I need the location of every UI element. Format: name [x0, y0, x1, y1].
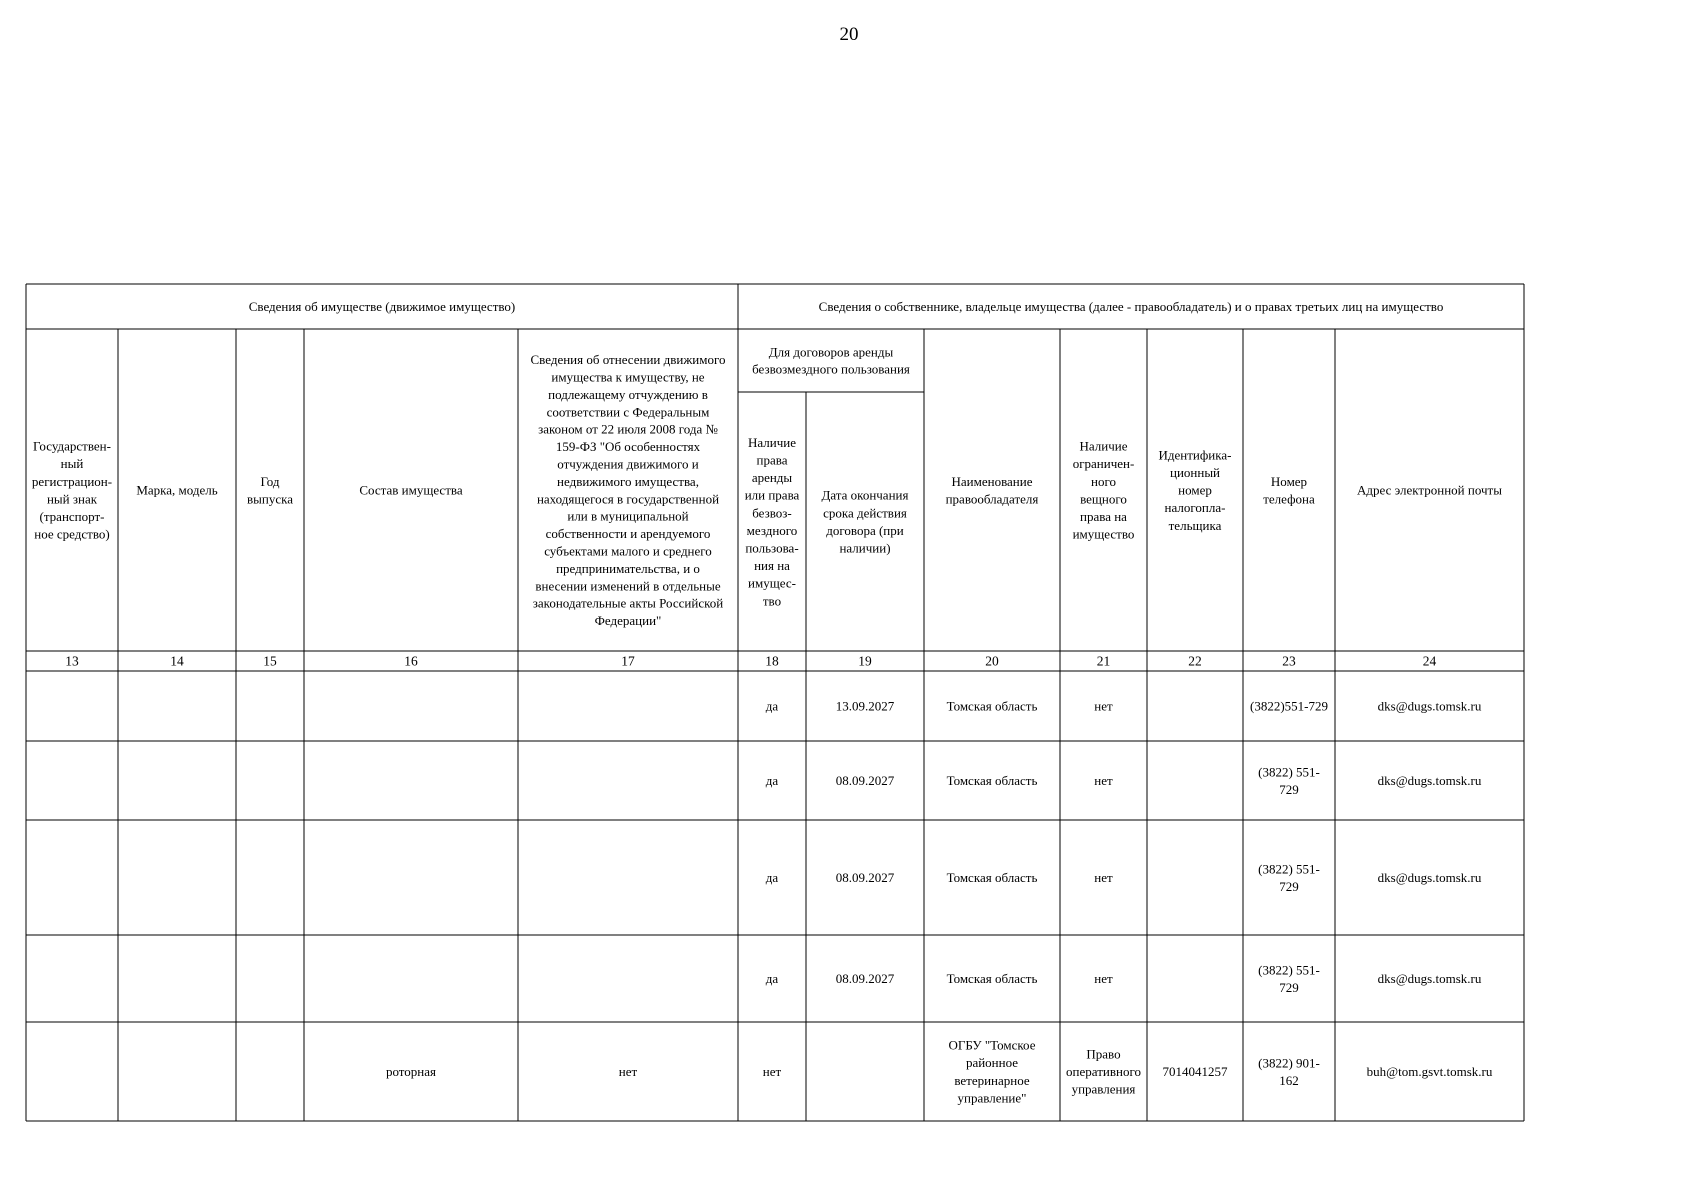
- column-header-17-line: подлежащему отчуждению в: [548, 386, 708, 402]
- column-header-22-line: налогопла-: [1164, 500, 1226, 516]
- table-cell: [1378, 699, 1482, 714]
- column-header-17-line: законом от 22 июля 2008 года №: [538, 421, 718, 437]
- column-header-19: [822, 488, 909, 556]
- table-cell: [947, 870, 1038, 885]
- group-header-lease-agreements: [752, 345, 910, 377]
- column-header-13-line: (транспорт-: [39, 509, 105, 524]
- table-cell: [1378, 971, 1482, 986]
- column-header-15-line: Год: [260, 473, 280, 489]
- column-header-17-line: или в муниципальной: [567, 508, 689, 524]
- table-cell-line: да: [765, 971, 779, 986]
- table-cell: [1367, 1064, 1493, 1079]
- table-cell-line: Томская область: [946, 870, 1038, 885]
- table-cell: [949, 1038, 1036, 1106]
- column-header-17-line: субъектами малого и среднего: [544, 543, 712, 559]
- table-cell-line: оперативного: [1066, 1064, 1141, 1079]
- table-cell: [836, 773, 895, 788]
- table-cell: [947, 971, 1038, 986]
- group-header-owner-info: [819, 299, 1444, 314]
- column-header-21-line: Наличие: [1079, 438, 1128, 454]
- table-cell: [947, 773, 1038, 788]
- column-header-18-line: тво: [762, 593, 782, 609]
- column-header-15-line: выпуска: [247, 491, 293, 507]
- table-cell-line: нет: [1094, 971, 1113, 986]
- table-cell-line: да: [765, 773, 779, 788]
- column-header-13-line: ное средство): [34, 526, 110, 542]
- table-cell-line: нет: [1094, 773, 1113, 788]
- table-cell-line: 08.09.2027: [835, 773, 895, 788]
- column-header-21-line: ограничен-: [1072, 456, 1135, 472]
- group-header-lease-agreements-line: безвозмездного пользования: [752, 361, 910, 377]
- column-header-22-line: номер: [1178, 482, 1212, 498]
- table-cell: [766, 870, 779, 885]
- column-header-18-line: мездного: [746, 522, 798, 538]
- column-number-21-line: 21: [1096, 653, 1111, 669]
- column-header-17-line: законодательные акты Российской: [532, 595, 724, 611]
- column-header-19-line: договора (при: [826, 522, 904, 538]
- column-header-18-line: ния на: [754, 558, 790, 574]
- column-header-17-line: отчуждения движимого и: [557, 456, 699, 472]
- column-header-21-line: вещного: [1080, 491, 1127, 507]
- column-header-17: [531, 352, 726, 628]
- column-number-18-line: 18: [765, 653, 779, 669]
- table-cell: [766, 773, 779, 788]
- column-header-13-line: ный знак: [46, 491, 98, 507]
- column-header-13-line: Государствен-: [33, 438, 111, 454]
- group-header-lease-agreements-line: Для договоров аренды: [768, 344, 894, 360]
- table-cell-line: управления: [1071, 1081, 1136, 1097]
- column-number-19: [858, 654, 872, 669]
- table-cell-line: 7014041257: [1162, 1064, 1228, 1079]
- table-cell-line: (3822) 551-: [1258, 962, 1320, 978]
- column-header-23-line: Номер: [1270, 473, 1308, 489]
- column-header-22-line: тельщика: [1168, 517, 1222, 533]
- group-header-movable-property: [249, 299, 516, 314]
- column-header-18-line: права: [756, 452, 788, 468]
- table-cell: [1250, 699, 1328, 714]
- column-header-15: [247, 474, 293, 507]
- column-header-18-line: пользова-: [745, 540, 799, 556]
- table-cell: [763, 1064, 782, 1079]
- column-header-18-line: или права: [744, 487, 800, 503]
- column-number-15-line: 15: [263, 653, 277, 669]
- table-cell-line: 08.09.2027: [835, 971, 895, 986]
- table-cell-line: 729: [1279, 781, 1299, 797]
- table-cell: [1378, 773, 1482, 788]
- table-cell-line: роторная: [385, 1064, 437, 1079]
- table-cell: [1258, 962, 1320, 995]
- column-header-17-line: недвижимого имущества,: [557, 473, 699, 489]
- column-header-17-line: находящегося в государственной: [536, 491, 720, 507]
- column-header-21-line: ного: [1091, 473, 1116, 489]
- table-cell: [836, 971, 895, 986]
- column-header-22-line: Идентифика-: [1158, 447, 1232, 463]
- table-cell-line: 13.09.2027: [835, 698, 895, 714]
- column-header-23-line: телефона: [1263, 491, 1315, 507]
- table-cell-line: да: [765, 870, 779, 885]
- column-number-23: [1282, 654, 1296, 669]
- column-header-16: [359, 483, 462, 498]
- table-cell-line: 729: [1279, 979, 1299, 995]
- table-cell-line: (3822) 551-: [1258, 861, 1320, 877]
- table-cell-line: ветеринарное: [954, 1072, 1030, 1088]
- column-header-14: [136, 483, 217, 498]
- table-cell: [1094, 870, 1113, 885]
- column-number-14: [170, 654, 184, 669]
- table-cell-line: dks@dugs.tomsk.ru: [1377, 698, 1482, 714]
- column-header-21: [1073, 439, 1135, 542]
- column-number-18: [765, 654, 779, 669]
- column-header-20-line: Наименование: [951, 473, 1033, 489]
- column-header-22-line: ционный: [1169, 465, 1221, 480]
- page-number: 20: [839, 24, 859, 45]
- table-cell-line: dks@dugs.tomsk.ru: [1377, 773, 1482, 788]
- column-header-20-line: правообладателя: [945, 491, 1039, 507]
- table-cell-line: нет: [1094, 870, 1113, 885]
- column-number-23-line: 23: [1282, 653, 1296, 669]
- table-cell-line: 729: [1279, 878, 1299, 894]
- column-header-17-line: Сведения об отнесении движимого: [530, 352, 726, 368]
- table-cell: [386, 1064, 436, 1079]
- column-header-18-line: Наличие: [748, 434, 796, 450]
- column-header-24-line: Адрес электронной почты: [1357, 482, 1502, 498]
- column-header-22: [1159, 447, 1232, 532]
- table-cell: [1258, 1055, 1320, 1088]
- table-cell-line: (3822)551-729: [1250, 698, 1328, 714]
- column-header-17-line: собственности и арендуемого: [545, 526, 711, 541]
- table-cell: [1378, 870, 1482, 885]
- group-header-owner-info-line: Сведения о собственнике, владельце имущества (далее - правообладатель) и о правах третьих лиц на имущество: [818, 299, 1444, 315]
- column-header-17-line: имущества к имуществу, не: [551, 369, 705, 385]
- column-header-23: [1263, 474, 1315, 507]
- column-header-18-line: имущес-: [748, 575, 796, 591]
- column-header-18: [745, 435, 800, 608]
- table-cell-line: dks@dugs.tomsk.ru: [1377, 971, 1482, 986]
- column-number-22-line: 22: [1188, 653, 1202, 669]
- table-cell: [766, 971, 779, 986]
- table-cell: [1094, 699, 1113, 714]
- column-number-14-line: 14: [170, 653, 184, 669]
- column-number-16: [404, 654, 418, 669]
- column-header-20: [946, 474, 1039, 507]
- column-number-19-line: 19: [858, 653, 872, 669]
- table-cell-line: dks@dugs.tomsk.ru: [1377, 870, 1482, 885]
- table-cell-line: 162: [1279, 1072, 1299, 1088]
- column-number-13: [65, 654, 79, 669]
- table-cell: [1258, 861, 1320, 894]
- column-header-16-line: Состав имущества: [359, 482, 463, 498]
- table-cell-line: Право: [1086, 1046, 1121, 1062]
- column-header-13: [32, 439, 112, 542]
- table-cell-line: управление": [957, 1090, 1027, 1106]
- column-header-17-line: соответствии с Федеральным: [546, 404, 710, 420]
- column-header-13-line: регистрацион-: [31, 473, 113, 489]
- column-header-14-line: Марка, модель: [136, 482, 218, 498]
- column-header-13-line: ный: [60, 456, 84, 472]
- table-cell-line: Томская область: [946, 971, 1038, 986]
- column-number-20: [985, 654, 999, 669]
- column-number-22: [1188, 654, 1202, 669]
- column-number-16-line: 16: [404, 653, 418, 669]
- column-header-18-line: безвоз-: [752, 505, 792, 521]
- column-number-13-line: 13: [65, 653, 79, 669]
- column-number-24-line: 24: [1422, 653, 1437, 669]
- table-cell-line: Томская область: [946, 698, 1038, 714]
- table-cell-line: районное: [965, 1055, 1019, 1071]
- table-cell: [1066, 1047, 1141, 1097]
- column-header-17-line: 159-ФЗ "Об особенностях: [555, 439, 701, 455]
- table-cell-line: (3822) 551-: [1258, 764, 1320, 780]
- group-header-movable-property-line: Сведения об имуществе (движимое имущество): [248, 299, 516, 315]
- table-cell-line: нет: [1094, 698, 1113, 714]
- table-cell-line: да: [765, 698, 779, 714]
- table-cell: [766, 699, 779, 714]
- column-number-24: [1423, 654, 1437, 669]
- column-header-17-line: предпринимательства, и о: [556, 560, 700, 576]
- table-cell-line: ОГБУ "Томское: [948, 1037, 1036, 1053]
- column-header-21-line: имущество: [1072, 526, 1135, 542]
- table-cells: [32, 299, 1502, 1105]
- table-cell: [947, 699, 1038, 714]
- table-cell: [1258, 764, 1320, 797]
- table-cell-line: Томская область: [946, 773, 1038, 788]
- table-cell-line: 08.09.2027: [835, 870, 895, 885]
- table-cell: [1094, 971, 1113, 986]
- column-number-15: [263, 654, 277, 669]
- table-cell: [836, 870, 895, 885]
- column-header-19-line: наличии): [839, 540, 891, 556]
- column-number-20-line: 20: [985, 653, 999, 669]
- column-header-21-line: права на: [1080, 509, 1127, 524]
- column-number-17: [621, 654, 635, 669]
- column-header-18-line: аренды: [751, 470, 793, 486]
- column-header-17-line: внесении изменений в отдельные: [535, 578, 721, 594]
- column-number-17-line: 17: [621, 653, 635, 669]
- table-cell: [1163, 1064, 1229, 1079]
- table-cell-line: (3822) 901-: [1258, 1055, 1320, 1071]
- table-cell-line: buh@tom.gsvt.tomsk.ru: [1366, 1064, 1493, 1079]
- column-header-17-line: Федерации": [594, 613, 662, 628]
- table-cell-line: нет: [618, 1064, 638, 1079]
- table-cell: [1094, 773, 1113, 788]
- column-header-24: [1357, 483, 1502, 498]
- table-cell: [619, 1064, 638, 1079]
- column-header-19-line: срока действия: [823, 505, 907, 521]
- column-number-21: [1097, 654, 1111, 669]
- table-cell-line: нет: [762, 1064, 782, 1079]
- column-header-19-line: Дата окончания: [821, 487, 909, 503]
- table-cell: [836, 699, 895, 714]
